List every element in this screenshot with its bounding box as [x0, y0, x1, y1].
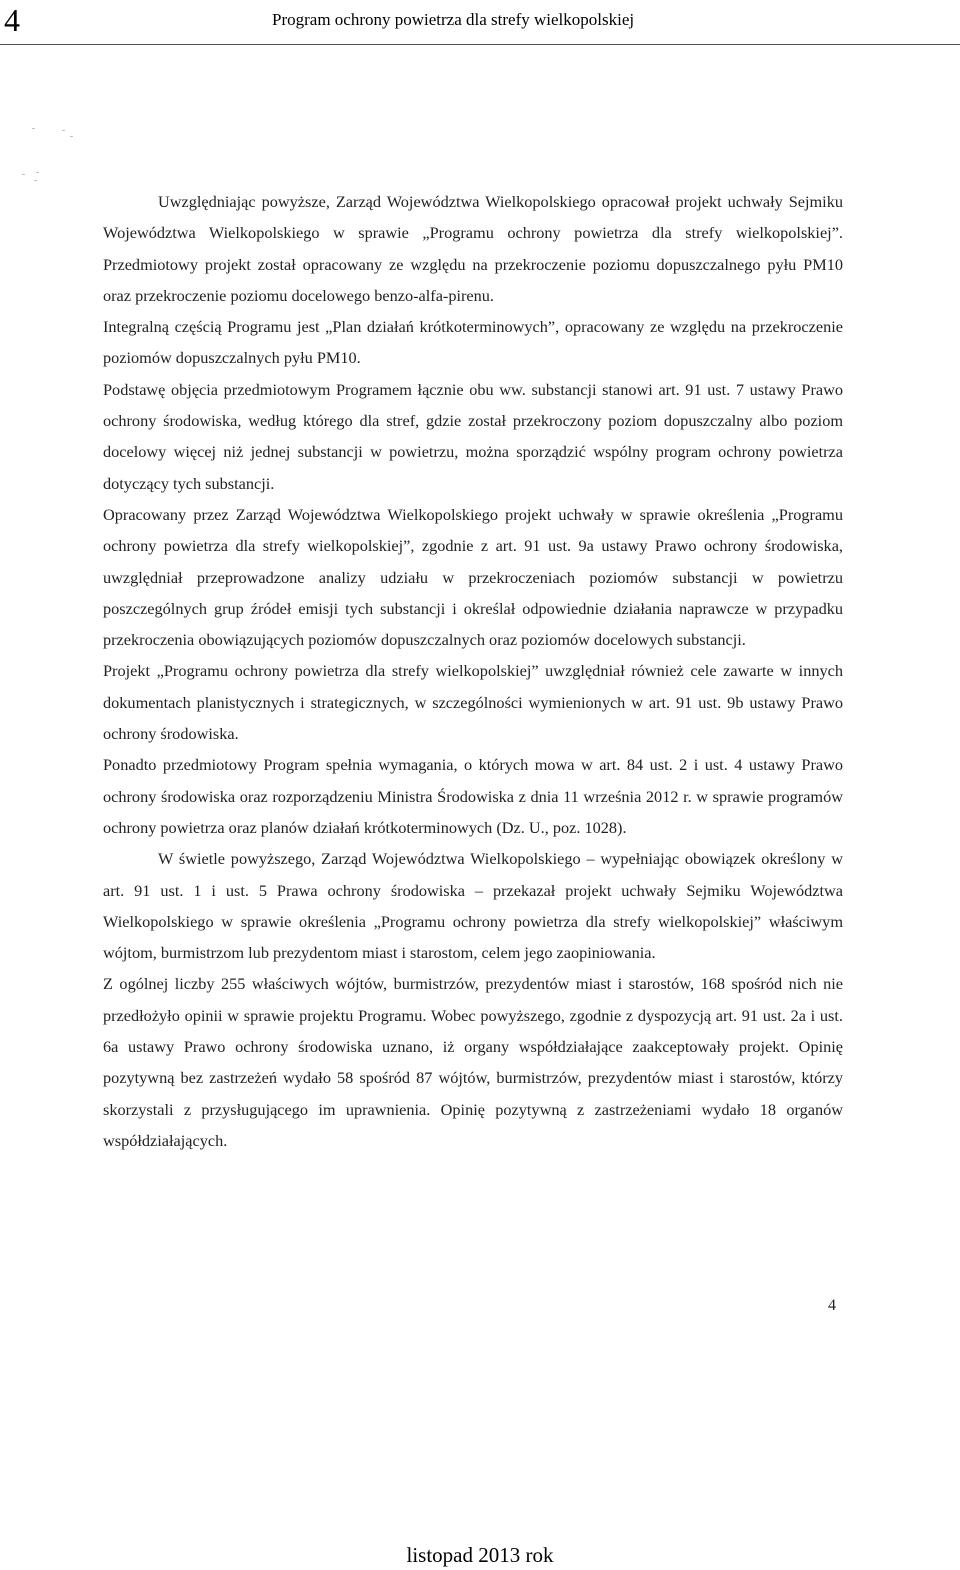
paragraph-4: Opracowany przez Zarząd Województwa Wielkopolskiego projekt uchwały w sprawie określenia „Programu ochrony powietrza dla strefy wielkopolskiej”, zgodnie z art. 91 ust. 9a ustawy Prawo ochrony środowiska, uwzględniał przeprowadzone analizy udziału w przekroczeniach poziomów substancji w powietrzu poszczególnych grup źródeł emisji tych substancji i określał odpowiednie działania naprawcze w przypadku przekroczenia obowiązujących poziomów dopuszczalnych oraz poziomów docelowych substancji. [103, 504, 843, 650]
paragraph-3: Podstawę objęcia przedmiotowym Programem łącznie obu ww. substancji stanowi art. 91 ust. 7 ustawy Prawo ochrony środowiska, według którego dla stref, gdzie został przekroczony poziom dopuszczalny albo poziom docelowy więcej niż jednej substancji w powietrzu, można sporządzić wspólny program ochrony powietrza dotyczący tych substancji. [103, 379, 843, 493]
scan-page-number: 4 [828, 1297, 836, 1314]
page-footer: listopad 2013 rok [406, 1543, 554, 1567]
paragraph-7: W świetle powyższego, Zarząd Województwa Wielkopolskiego – wypełniając obowiązek określony w art. 91 ust. 1 i ust. 5 Prawa ochrony środowiska – przekazał projekt uchwały Sejmiku Województwa Wielkopolskiego w sprawie określenia „Programu ochrony powietrza dla strefy wielkopolskiej” właściwym wójtom, burmistrzom lub prezydentom miast i starostom, celem jego zaopiniowania. [103, 849, 843, 963]
paragraph-8: Z ogólnej liczby 255 właściwych wójtów, burmistrzów, prezydentów miast i starostów, 168 spośród nich nie przedłożyło opinii w sprawie projektu Programu. Wobec powyższego, zgodnie z dyspozycją art. 91 ust. 2a i ust. 6a ustawy Prawo ochrony środowiska uznano, iż organy współdziałające zaakceptowały projekt. Opinię pozytywną bez zastrzeżeń wydało 58 spośród 87 wójtów, burmistrzów, prezydentów miast i starostów, którzy skorzystali z przysługującego im uprawnienia. Opinię pozytywną z zastrzeżeniami wydało 18 organów współdziałających. [103, 974, 843, 1150]
paragraph-1: Uwzględniając powyższe, Zarząd Województwa Wielkopolskiego opracował projekt uchwały Sejmiku Województwa Wielkopolskiego w sprawie „Programu ochrony powietrza dla strefy wielkopolskiej”. Przedmiotowy projekt został opracowany ze względu na przekroczenie poziomu dopuszczalnego pyłu PM10 oraz przekroczenie poziomu docelowego benzo-alfa-pirenu. [103, 192, 843, 305]
header-page-number: 4 [4, 2, 20, 38]
header-title: Program ochrony powietrza dla strefy wielkopolskiej [272, 10, 635, 29]
paragraph-6: Ponadto przedmiotowy Program spełnia wymagania, o których mowa w art. 84 ust. 2 i ust. 4 ustawy Prawo ochrony środowiska oraz rozporządzeniu Ministra Środowiska z dnia 11 września 2012 r. w sprawie programów ochrony powietrza oraz planów działań krótkoterminowych (Dz. U., poz. 1028). [103, 755, 843, 837]
paragraph-5: Projekt „Programu ochrony powietrza dla strefy wielkopolskiej” uwzględniał również cele zawarte w innych dokumentach planistycznych i strategicznych, w szczególności wymienionych w art. 91 ust. 9b ustawy Prawo ochrony środowiska. [103, 661, 843, 744]
document-body [103, 186, 843, 1156]
paragraph-2: Integralną częścią Programu jest „Plan działań krótkoterminowych”, opracowany ze względu na przekroczenie poziomów dopuszczalnych pyłu PM10. [103, 317, 843, 368]
page-header [0, 0, 960, 45]
